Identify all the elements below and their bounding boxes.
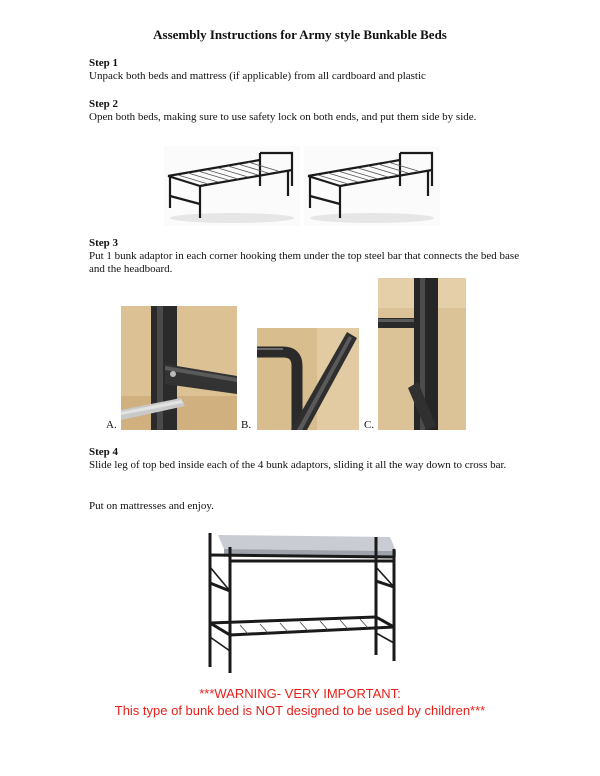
step-3-text: Put 1 bunk adaptor in each corner hooking them under the top steel bar that connects the bed base and the headboard. [89, 250, 520, 275]
final-note: Put on mattresses and enjoy. [89, 500, 214, 512]
folding-bed-photo-1 [164, 146, 300, 226]
step-1-text: Unpack both beds and mattress (if applicable) from all cardboard and plastic [89, 70, 426, 82]
step-2-text: Open both beds, making sure to use safety lock on both ends, and put them side by side. [89, 111, 477, 123]
adaptor-photo-c [378, 278, 466, 430]
step-1-heading: Step 1 [89, 57, 119, 69]
warning-text: This type of bunk bed is NOT designed to be used by children*** [114, 703, 486, 718]
photo-label-b: B. [241, 419, 252, 431]
step-4-text: Slide leg of top bed inside each of the 4 bunk adaptors, sliding it all the way down to cross bar. [89, 459, 507, 471]
step-3-heading: Step 3 [89, 237, 119, 249]
adaptor-photo-a [121, 306, 237, 430]
bunk-bed-photo [200, 527, 406, 675]
document-title: Assembly Instructions for Army style Bunkable Beds [153, 27, 447, 42]
warning-heading: ***WARNING- VERY IMPORTANT: [199, 686, 401, 701]
adaptor-photo-b [257, 328, 359, 430]
step-4-heading: Step 4 [89, 446, 119, 458]
photo-label-a: A. [106, 419, 117, 431]
folding-bed-photo-2 [304, 146, 440, 226]
step-2-heading: Step 2 [89, 98, 119, 110]
photo-label-c: C. [364, 419, 375, 431]
